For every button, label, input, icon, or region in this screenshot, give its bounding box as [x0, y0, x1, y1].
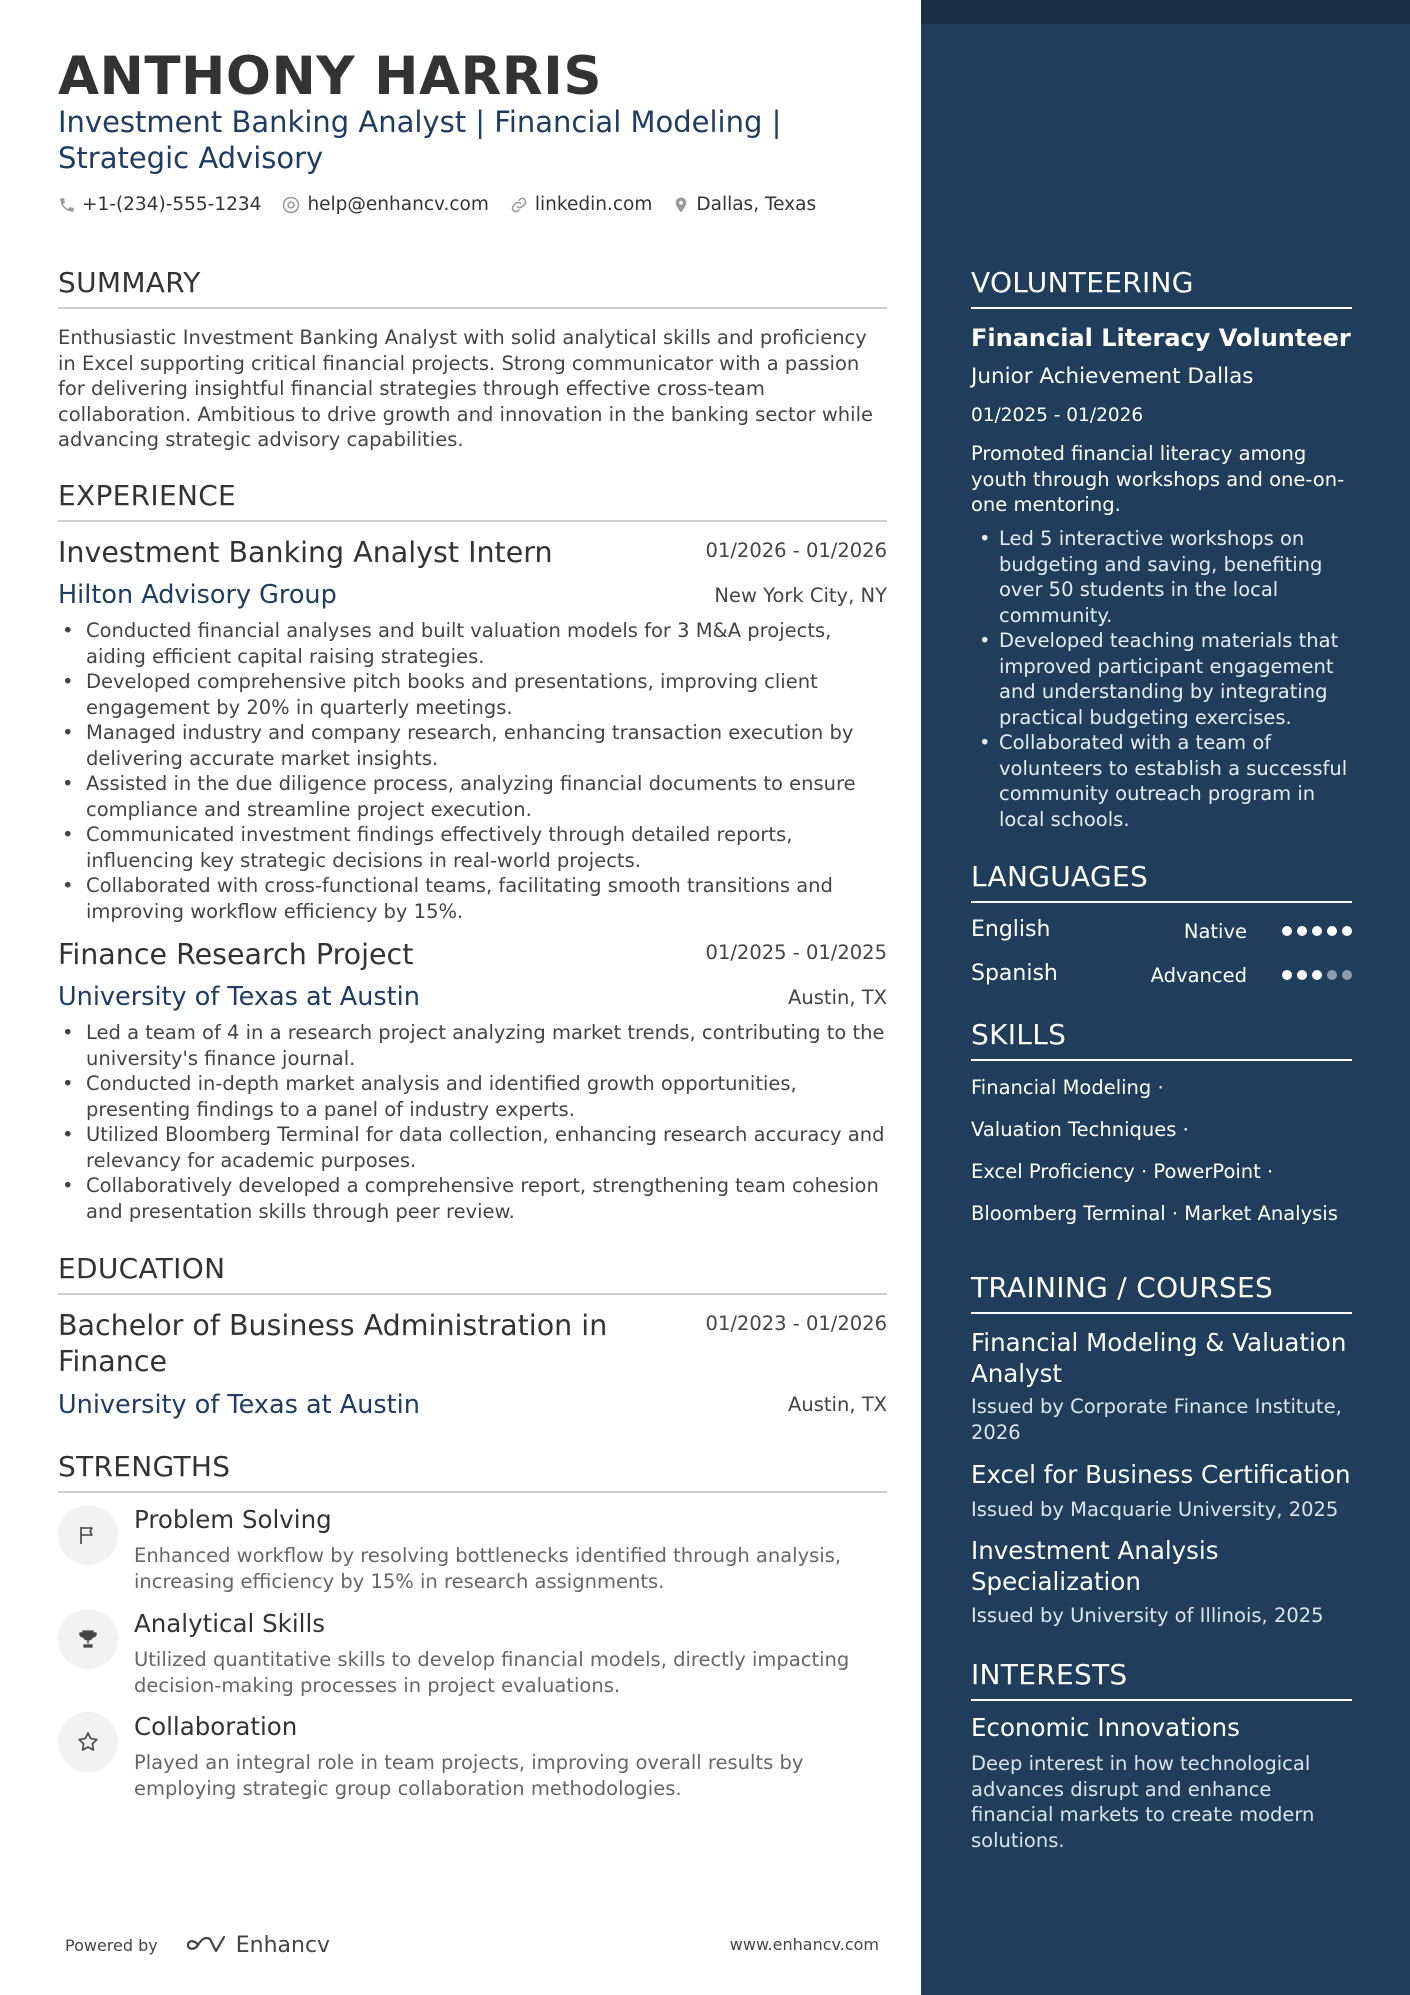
rating-dot	[1342, 970, 1352, 980]
job-dates: 01/2025 - 01/2025	[705, 941, 887, 964]
course-issuer: Issued by University of Illinois, 2025	[971, 1604, 1324, 1627]
strength-desc: Utilized quantitative skills to develop financial models, directly impacting decision-making processes in project evaluations.	[134, 1648, 850, 1697]
list-item: • Conducted in-depth market analysis and identified growth opportunities, presenting findings to a panel of industry experts.	[58, 1071, 887, 1122]
volunteering-heading: VOLUNTEERING	[971, 266, 1352, 309]
rating-dot	[1282, 970, 1292, 980]
skills-line: Financial Modeling ·	[971, 1076, 1164, 1099]
list-item: • Collaborated with a team of volunteers to establish a successful community outreach program in local schools.	[971, 730, 1352, 832]
rating-dot	[1312, 970, 1322, 980]
sidebar	[921, 0, 1410, 1995]
rating-dot	[1282, 926, 1292, 936]
brand-name: Enhancv	[235, 1932, 331, 1958]
star-icon	[58, 1712, 118, 1772]
education-heading: EDUCATION	[58, 1252, 887, 1295]
sidebar-top-band	[921, 0, 1410, 24]
strength-title: Analytical Skills	[134, 1609, 326, 1638]
rating-dot	[1327, 970, 1337, 980]
list-item: • Led 5 interactive workshops on budgeting and saving, benefiting over 50 students in the local community.	[971, 526, 1352, 628]
volunteer-dates: 01/2025 - 01/2026	[971, 405, 1144, 426]
course-title: Financial Modeling & Valuation Analyst	[971, 1328, 1347, 1388]
job-title: Investment Banking Analyst Intern	[58, 536, 553, 569]
job-title: Finance Research Project	[58, 938, 414, 971]
languages-heading: LANGUAGES	[971, 860, 1352, 903]
rating-dot	[1297, 926, 1307, 936]
skills-heading: SKILLS	[971, 1018, 1352, 1061]
experience-heading: EXPERIENCE	[58, 479, 887, 522]
language-name: Spanish	[971, 961, 1058, 986]
list-item: • Conducted financial analyses and built valuation models for 3 M&A projects, aiding efficient capital raising strategies.	[58, 618, 887, 669]
powered-by-label: Powered by	[65, 1935, 158, 1955]
course-title: Excel for Business Certification	[971, 1460, 1351, 1489]
education-location: Austin, TX	[788, 1393, 887, 1416]
list-item: • Collaboratively developed a comprehensive report, strengthening team cohesion and presentation skills through peer review.	[58, 1173, 887, 1224]
contact-email[interactable]	[281, 194, 488, 215]
candidate-name: ANTHONY HARRIS	[58, 46, 603, 107]
rating-dot	[1342, 926, 1352, 936]
headline: Investment Banking Analyst | Financial Modeling | Strategic Advisory	[58, 105, 782, 175]
rating-dot	[1327, 926, 1337, 936]
education-degree: Bachelor of Business Administration in Finance	[58, 1309, 608, 1378]
contact-bar	[58, 194, 836, 215]
list-item: • Collaborated with cross-functional teams, facilitating smooth transitions and improving workflow efficiency by 15%.	[58, 873, 887, 924]
contact-location	[672, 194, 816, 215]
rating-dot	[1297, 970, 1307, 980]
list-item: • Managed industry and company research, enhancing transaction execution by delivering accurate market insights.	[58, 720, 887, 771]
strength-title: Collaboration	[134, 1712, 298, 1741]
flag-icon	[58, 1505, 118, 1565]
email-text: help@enhancv.com	[307, 194, 489, 215]
skills-line: Excel Proficiency · PowerPoint ·	[971, 1160, 1274, 1183]
location-text: Dallas, Texas	[696, 194, 817, 215]
trophy-icon	[58, 1609, 118, 1669]
language-row	[971, 917, 1352, 947]
list-item: • Assisted in the due diligence process, analyzing financial documents to ensure compliance and streamline project execution.	[58, 771, 887, 822]
education-school: University of Texas at Austin	[58, 1390, 420, 1420]
job-bullets	[58, 618, 887, 924]
list-item: • Led a team of 4 in a research project analyzing market trends, contributing to the university's finance journal.	[58, 1020, 887, 1071]
location-pin-icon	[672, 195, 690, 215]
job-location: New York City, NY	[714, 584, 887, 607]
footer-branding	[65, 1932, 330, 1958]
linkedin-text: linkedin.com	[534, 194, 653, 215]
job-dates: 01/2026 - 01/2026	[705, 539, 887, 562]
list-item: • Developed comprehensive pitch books and presentations, improving client engagement by 20% in quarterly meetings.	[58, 669, 887, 720]
language-level: Native	[1183, 920, 1247, 943]
volunteer-org: Junior Achievement Dallas	[971, 364, 1254, 389]
phone-icon	[58, 196, 76, 214]
language-rating	[1277, 926, 1352, 936]
strengths-heading: STRENGTHS	[58, 1450, 887, 1493]
course-title: Investment Analysis Specialization	[971, 1536, 1219, 1596]
language-rating	[1277, 970, 1352, 980]
skills-line: Valuation Techniques ·	[971, 1118, 1189, 1141]
link-icon	[509, 195, 529, 215]
training-heading: TRAINING / COURSES	[971, 1271, 1352, 1314]
volunteer-bullets	[971, 526, 1352, 832]
interests-heading: INTERESTS	[971, 1658, 1352, 1701]
list-item: • Developed teaching materials that improved participant engagement and understanding by integrating practical budgeting exercises.	[971, 628, 1352, 730]
strength-desc: Played an integral role in team projects, improving overall results by employing strategic group collaboration methodologies.	[134, 1751, 804, 1800]
volunteer-desc: Promoted financial literacy among youth through workshops and one-on-one mentoring.	[971, 442, 1345, 516]
education-dates: 01/2023 - 01/2026	[705, 1312, 887, 1335]
skills-line: Bloomberg Terminal · Market Analysis	[971, 1202, 1338, 1225]
volunteer-role: Financial Literacy Volunteer	[971, 324, 1351, 352]
language-row	[971, 961, 1352, 991]
job-company: University of Texas at Austin	[58, 982, 420, 1012]
strength-desc: Enhanced workflow by resolving bottlenecks identified through analysis, increasing efficiency by 15% in research assignments.	[134, 1544, 842, 1593]
job-location: Austin, TX	[788, 986, 887, 1009]
summary-text: Enthusiastic Investment Banking Analyst with solid analytical skills and proficiency in Excel supporting critical financial projects. Strong communicator with a passion for delivering insightful financial strategies through effective cross-team collaboration. Ambitious to drive growth and innovation in the banking sector while advancing strategic advisory capabilities.	[58, 326, 873, 451]
strength-title: Problem Solving	[134, 1505, 332, 1534]
contact-phone[interactable]	[58, 194, 261, 215]
at-icon	[281, 195, 301, 215]
interest-title: Economic Innovations	[971, 1713, 1240, 1742]
job-bullets	[58, 1020, 887, 1224]
rating-dot	[1312, 926, 1322, 936]
language-level: Advanced	[1150, 964, 1247, 987]
interest-desc: Deep interest in how technological advances disrupt and enhance financial markets to create modern solutions.	[971, 1752, 1315, 1852]
footer-website[interactable]: www.enhancv.com	[729, 1935, 879, 1954]
phone-text: +1-(234)-555-1234	[82, 194, 262, 215]
course-issuer: Issued by Macquarie University, 2025	[971, 1498, 1339, 1521]
job-company: Hilton Advisory Group	[58, 580, 337, 610]
language-name: English	[971, 917, 1051, 942]
enhancv-logo-icon	[184, 1932, 232, 1958]
course-issuer: Issued by Corporate Finance Institute, 2026	[971, 1395, 1342, 1444]
summary-heading: SUMMARY	[58, 266, 887, 309]
list-item: • Communicated investment findings effectively through detailed reports, influencing key strategic decisions in real-world projects.	[58, 822, 887, 873]
list-item: • Utilized Bloomberg Terminal for data collection, enhancing research accuracy and relevancy for academic purposes.	[58, 1122, 887, 1173]
contact-linkedin[interactable]	[509, 194, 652, 215]
